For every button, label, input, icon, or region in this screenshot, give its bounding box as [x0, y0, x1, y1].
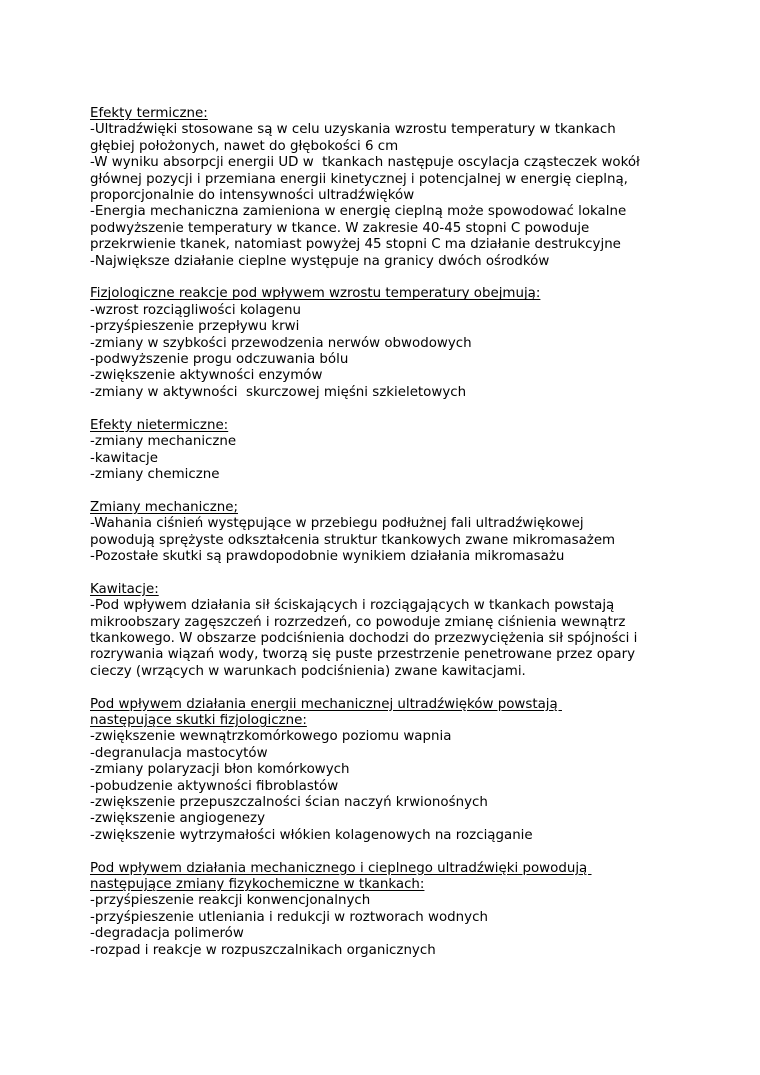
- section-heading: Kawitacje:: [90, 581, 159, 597]
- text-line: głównej pozycji i przemiana energii kinetycznej i potencjalnej w energię cieplną,: [90, 171, 628, 187]
- list-item: -zmiany chemiczne: [90, 466, 220, 482]
- list-item: -przyśpieszenie reakcji konwencjonalnych: [90, 893, 371, 909]
- section-physiological-reactions: [90, 286, 750, 401]
- text-line: -Pod wpływem działania sił ściskających i rozciągających w tkankach powstają: [90, 598, 615, 614]
- section-mechanical-changes: [90, 500, 750, 566]
- text-line: -Największe działanie cieplne występuje na granicy dwóch ośrodków: [90, 253, 550, 269]
- list-item: -zwiększenie wytrzymałości włókien kolagenowych na rozciąganie: [90, 827, 533, 843]
- list-item: -degranulacja mastocytów: [90, 745, 268, 761]
- text-line: cieczy (wrzących w warunkach podciśnienia) zwane kawitacjami.: [90, 663, 526, 679]
- section-mechanical-energy-effects: [90, 697, 750, 845]
- section-heading: Pod wpływem działania energii mechanicznej ultradźwięków powstają: [90, 696, 562, 712]
- list-item: -zmiany w szybkości przewodzenia nerwów obwodowych: [90, 335, 472, 351]
- text-line: -Ultradźwięki stosowane są w celu uzyskania wzrostu temperatury w tkankach: [90, 122, 616, 138]
- section-heading: Fizjologiczne reakcje pod wpływem wzrostu temperatury obejmują:: [90, 286, 541, 302]
- text-line: -Wahania ciśnień występujące w przebiegu podłużnej fali ultradźwiękowej: [90, 516, 584, 532]
- section-non-thermal-effects: [90, 418, 750, 484]
- section-thermal-effects: [90, 106, 750, 270]
- text-line: głębiej położonych, nawet do głębokości 6 cm: [90, 138, 399, 154]
- text-line: -W wyniku absorpcji energii UD w tkankach następuje oscylacja cząsteczek wokół: [90, 155, 640, 171]
- list-item: -degradacja polimerów: [90, 926, 244, 942]
- document-page: [90, 106, 750, 975]
- list-item: -podwyższenie progu odczuwania bólu: [90, 352, 349, 368]
- section-heading: następujące skutki fizjologiczne:: [90, 712, 307, 728]
- list-item: -zmiany w aktywności skurczowej mięśni szkieletowych: [90, 384, 467, 400]
- text-line: -Energia mechaniczna zamieniona w energię cieplną może spowodować lokalne: [90, 204, 627, 220]
- text-line: tkankowego. W obszarze podciśnienia dochodzi do przezwyciężenia sił spójności i: [90, 630, 638, 646]
- list-item: -przyśpieszenie utleniania i redukcji w roztworach wodnych: [90, 909, 488, 925]
- section-heading: Efekty termiczne:: [90, 106, 208, 121]
- list-item: -zwiększenie angiogenezy: [90, 811, 265, 827]
- text-line: mikroobszary zagęszczeń i rozrzedzeń, co powoduje zmianę ciśnienia wewnątrz: [90, 614, 626, 630]
- text-line: rozrywania wiązań wody, tworzą się puste przestrzenie penetrowane przez opary: [90, 647, 636, 663]
- section-physicochemical-changes: [90, 861, 750, 959]
- list-item: -zwiększenie przepuszczalności ścian naczyń krwionośnych: [90, 794, 488, 810]
- section-cavitation: [90, 582, 750, 680]
- section-heading: Zmiany mechaniczne;: [90, 499, 238, 515]
- text-line: proporcjonalnie do intensywności ultradźwięków: [90, 188, 415, 204]
- list-item: -zwiększenie wewnątrzkomórkowego poziomu wapnia: [90, 729, 452, 745]
- text-line: przekrwienie tkanek, natomiast powyżej 45 stopni C ma działanie destrukcyjne: [90, 237, 621, 253]
- list-item: -zmiany mechaniczne: [90, 434, 237, 450]
- list-item: -zmiany polaryzacji błon komórkowych: [90, 762, 350, 778]
- text-line: -Pozostałe skutki są prawdopodobnie wynikiem działania mikromasażu: [90, 548, 565, 564]
- section-heading: następujące zmiany fizykochemiczne w tkankach:: [90, 877, 425, 892]
- list-item: -przyśpieszenie przepływu krwi: [90, 319, 300, 335]
- list-item: -pobudzenie aktywności fibroblastów: [90, 778, 339, 794]
- list-item: -kawitacje: [90, 450, 159, 466]
- section-heading: Pod wpływem działania mechanicznego i cieplnego ultradźwięki powodują: [90, 860, 592, 876]
- list-item: -zwiększenie aktywności enzymów: [90, 368, 323, 384]
- text-line: podwyższenie temperatury w tkance. W zakresie 40-45 stopni C powoduje: [90, 220, 590, 236]
- list-item: -rozpad i reakcje w rozpuszczalnikach organicznych: [90, 942, 436, 958]
- text-line: powodują sprężyste odkształcenia struktur tkankowych zwane mikromasażem: [90, 532, 616, 548]
- section-heading: Efekty nietermiczne:: [90, 417, 229, 433]
- list-item: -wzrost rozciągliwości kolagenu: [90, 302, 301, 318]
